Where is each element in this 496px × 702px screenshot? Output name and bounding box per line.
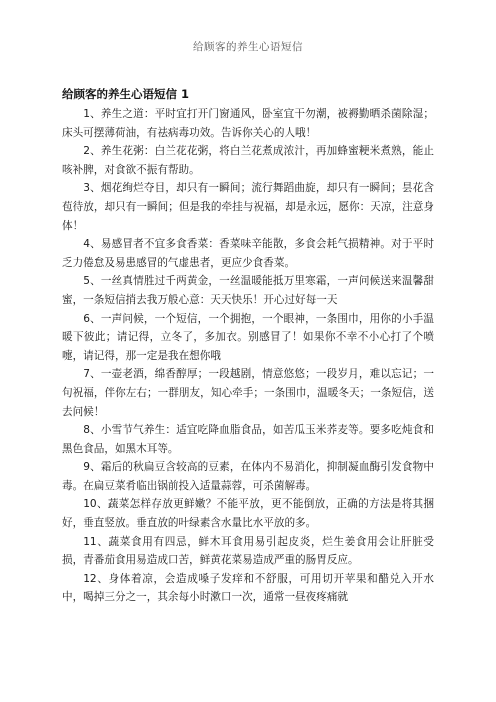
- paragraph: 3、烟花绚烂夺目，却只有一瞬间；流行舞蹈曲旋，却只有一瞬间；昙花含苞待放，却只有一瞬间；但是我的牵挂与祝福，却是永远，愿你：天凉，注意身体！: [62, 182, 434, 232]
- page-header: 给顾客的养生心语短信: [193, 41, 303, 53]
- paragraph: 9、霜后的秋扁豆含较高的豆素，在体内不易消化，抑制凝血酶引发食物中毒。在扁豆菜肴临出锅前投入适量蒜蓉，可杀菌解毒。: [62, 461, 434, 492]
- paragraph: 11、蔬菜食用有四忌，鲜木耳食用易引起皮炎，烂生姜食用会让肝脏受损，青番茄食用易造成口苦，鲜黄花菜易造成严重的肠胃反应。: [62, 535, 434, 567]
- paragraph: 5、一丝真情胜过千两黄金，一丝温暖能抵万里寒霜，一声问候送来温馨甜蜜，一条短信捎去我万般心意：天天快乐！开心过好每一天: [62, 275, 434, 306]
- paragraph: 4、易感冒者不宜多食香菜：香菜味辛能散，多食会耗气损精神。对于平时乏力倦怠及易患感冒的气虚患者，更应少食香菜。: [62, 238, 434, 269]
- document-title: 给顾客的养生心语短信 1: [62, 87, 190, 101]
- paragraph: 2、养生花粥：白兰花花粥，将白兰花煮成浓汁，再加蜂蜜粳米煮熟，能止咳补脾，对食欲不振有帮助。: [62, 145, 434, 176]
- paragraph: 6、一声问候，一个短信，一个拥抱，一个眼神，一条围巾，用你的小手温暖下彼此；请记得，立冬了，多加衣。别感冒了！如果你不幸不小心打了个喷嚏，请记得，那一定是我在想你哦: [62, 312, 434, 362]
- paragraph-list: [62, 105, 434, 607]
- paragraph: 1、养生之道：平时宜打开门窗通风，卧室宜干勿潮，被褥勤晒杀菌除湿；床头可摆薄荷油，有祛病毒功效。告诉你关心的人哦！: [62, 108, 434, 139]
- paragraph: 8、小雪节气养生：适宜吃降血脂食品，如苦瓜玉米荞麦等。要多吃炖食和黑色食品，如黑木耳等。: [62, 424, 434, 455]
- paragraph: 7、一壶老酒，绵香醇厚；一段越剧，情意悠悠；一段岁月，难以忘记；一句祝福，伴你左右；一群朋友，知心牵手；一条围巾，温暖冬天；一条短信，送去问候！: [62, 368, 434, 418]
- paragraph: 10、蔬菜怎样存放更鲜嫩？不能平放，更不能倒放，正确的方法是将其捆好，垂直竖放。垂直放的叶绿素含水量比水平放的多。: [62, 498, 434, 530]
- paragraph: 12、身体着凉，会造成嗓子发痒和不舒服，可用切开苹果和醋兑入开水中，喝掉三分之一，其余每小时漱口一次，通常一昼夜疼痛就: [62, 572, 434, 604]
